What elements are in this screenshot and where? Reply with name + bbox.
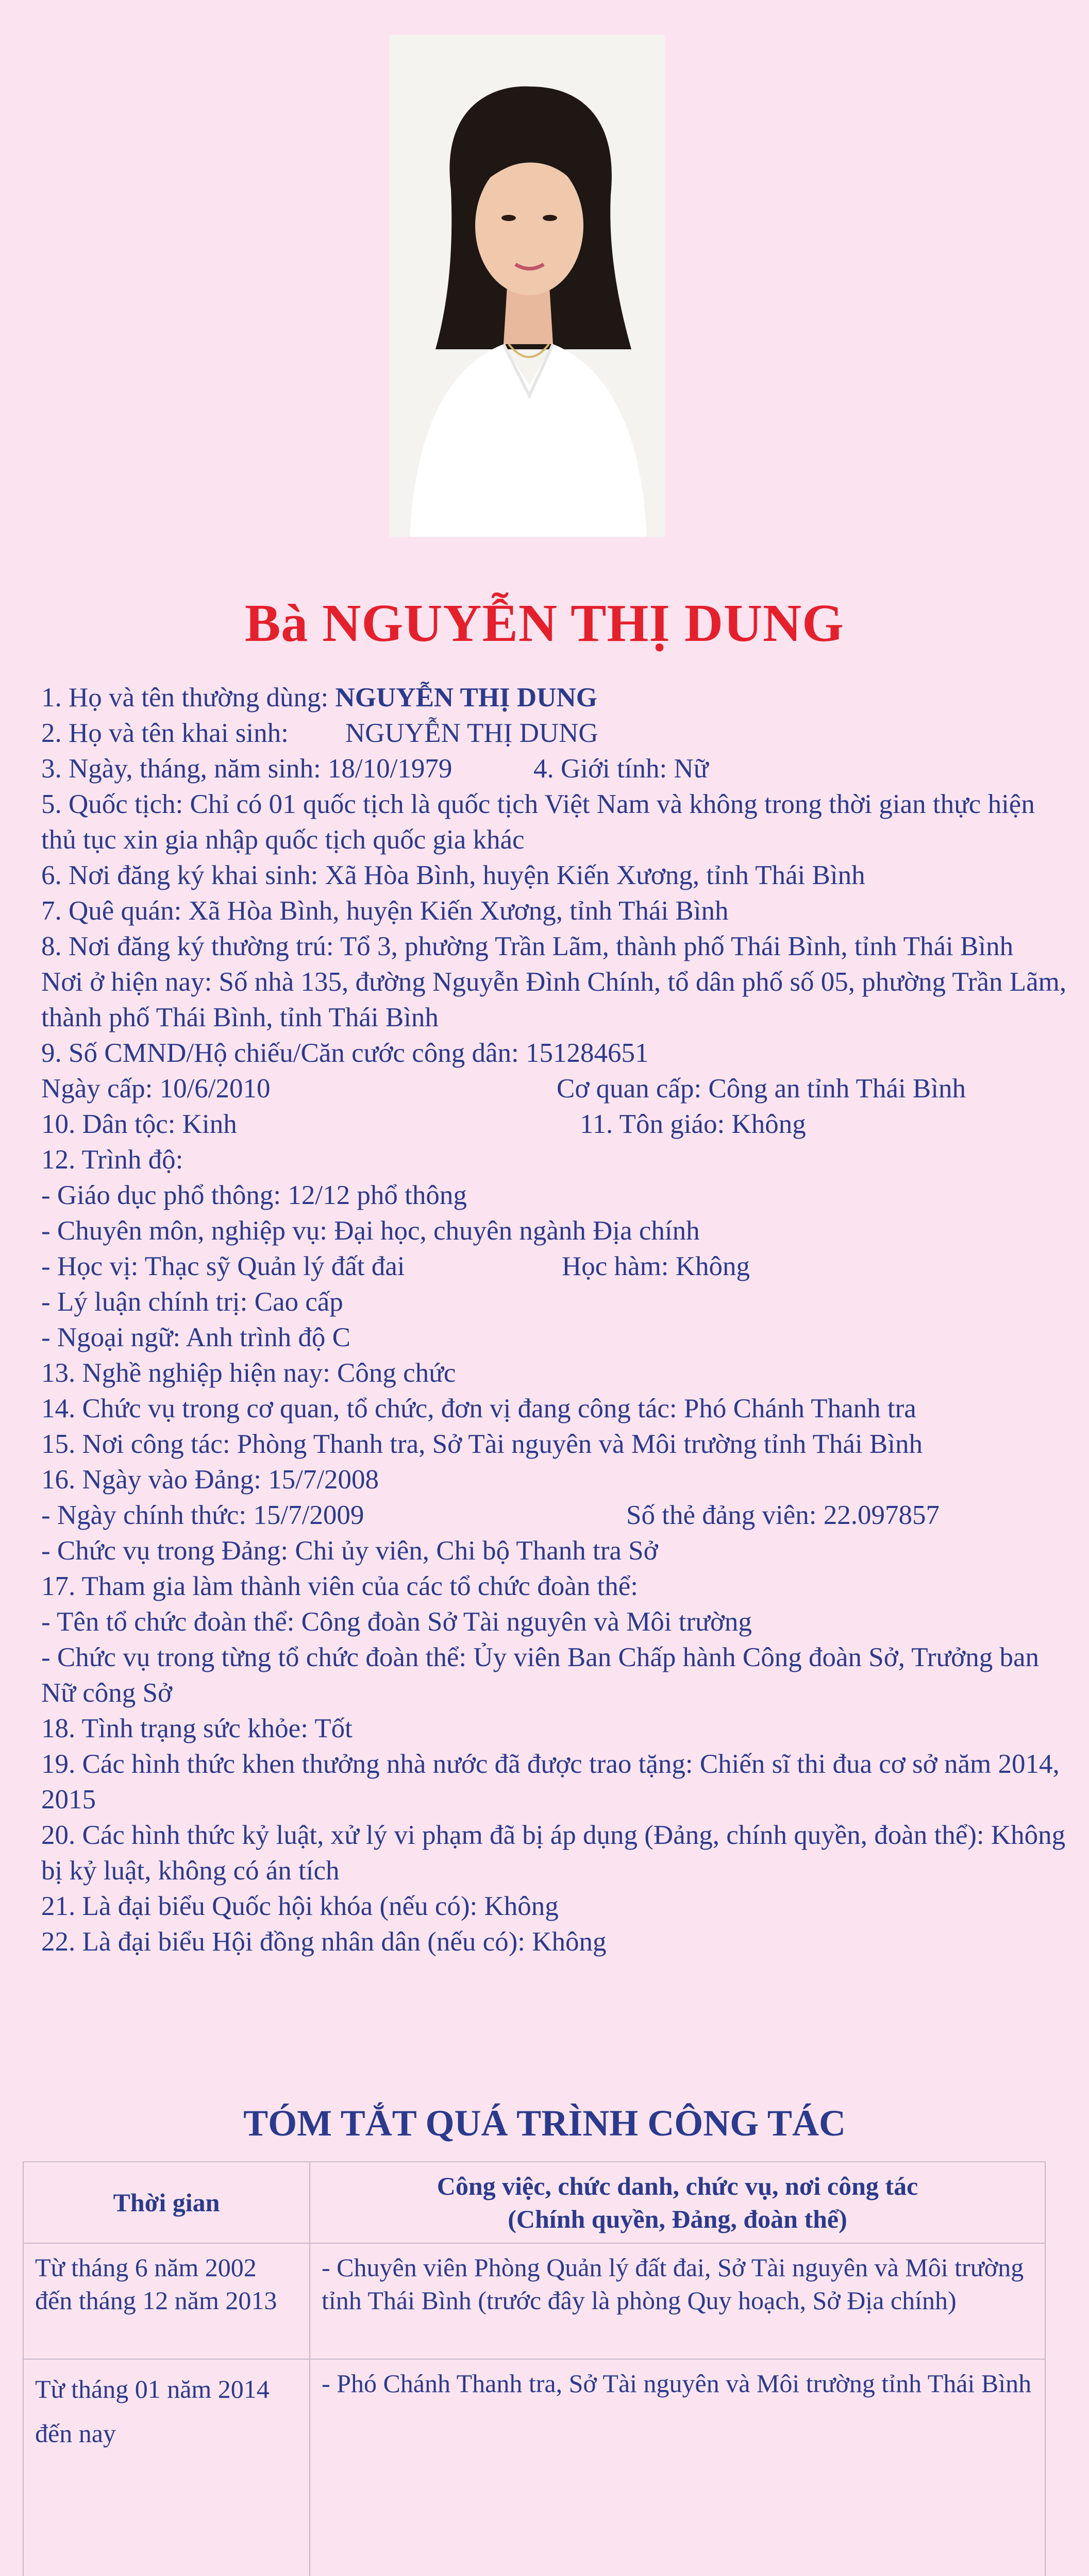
info-line-16: 16. Ngày vào Đảng: 15/7/2008 <box>41 1465 379 1495</box>
row-time: Từ tháng 01 năm 2014 đến nay <box>23 2359 310 2576</box>
table-row <box>23 2359 1045 2576</box>
header-description <box>310 2162 1045 2243</box>
info-line-16a <box>41 1498 1072 1533</box>
work-history-table <box>23 2161 1046 2576</box>
header-desc-line2: (Chính quyền, Đảng, đoàn thể) <box>508 2205 847 2233</box>
info-line-9: 9. Số CMND/Hộ chiếu/Căn cước công dân: 151284651 <box>41 1038 649 1068</box>
table-header-row <box>23 2162 1045 2243</box>
info-line-3 <box>41 751 1072 787</box>
info-line-12e: - Ngoại ngữ: Anh trình độ C <box>41 1323 350 1352</box>
religion: 11. Tôn giáo: Không <box>580 1109 806 1139</box>
person-title: Bà NGUYỄN THỊ DUNG <box>244 594 845 653</box>
info-label: 2. Họ và tên khai sinh: <box>41 718 289 748</box>
info-line-17b: - Chức vụ trong từng tổ chức đoàn thể: Ủy viên Ban Chấp hành Công đoàn Sở, Trưởng ban Nữ công Sở <box>41 1642 1039 1708</box>
info-line-17a: - Tên tổ chức đoàn thể: Công đoàn Sở Tài nguyên và Môi trường <box>41 1607 752 1637</box>
degree: - Học vị: Thạc sỹ Quản lý đất đai <box>41 1251 405 1281</box>
info-line-10 <box>41 1107 1072 1142</box>
info-line-12a: - Giáo dục phổ thông: 12/12 phổ thông <box>41 1180 467 1210</box>
info-line-12: 12. Trình độ: <box>41 1145 183 1175</box>
info-line-19: 19. Các hình thức khen thưởng nhà nước đã được trao tặng: Chiến sĩ thi đua cơ sở năm 2014, 2015 <box>41 1749 1060 1815</box>
info-line-15: 15. Nơi công tác: Phòng Thanh tra, Sở Tài nguyên và Môi trường tỉnh Thái Bình <box>41 1429 923 1459</box>
ethnicity: 10. Dân tộc: Kinh <box>41 1109 237 1139</box>
info-line-13: 13. Nghề nghiệp hiện nay: Công chức <box>41 1358 456 1388</box>
info-label: 1. Họ và tên thường dùng: <box>41 683 336 713</box>
info-line-20: 20. Các hình thức kỷ luật, xử lý vi phạm đã bị áp dụng (Đảng, chính quyền, đoàn thể): Không bị kỷ luật, không có án tích <box>41 1820 1066 1886</box>
portrait-illustration <box>389 35 665 537</box>
info-line-12b: - Chuyên môn, nghiệp vụ: Đại học, chuyên ngành Địa chính <box>41 1216 700 1246</box>
info-line-5: 5. Quốc tịch: Chỉ có 01 quốc tịch là quốc tịch Việt Nam và không trong thời gian thực hiện thủ tục xin gia nhập quốc tịch quốc gia khác <box>41 789 1035 855</box>
portrait-photo <box>389 35 665 537</box>
info-line-1 <box>41 680 1072 716</box>
gender: 4. Giới tính: Nữ <box>533 754 709 784</box>
info-line-9a <box>41 1071 1072 1107</box>
info-line-14: 14. Chức vụ trong cơ quan, tổ chức, đơn vị đang công tác: Phó Chánh Thanh tra <box>41 1394 916 1423</box>
id-issuer: Cơ quan cấp: Công an tỉnh Thái Bình <box>557 1074 966 1104</box>
official-date: - Ngày chính thức: 15/7/2009 <box>41 1500 364 1530</box>
id-issue-date: Ngày cấp: 10/6/2010 <box>41 1074 271 1104</box>
party-card-number: Số thẻ đảng viên: 22.097857 <box>626 1500 940 1530</box>
row-time: Từ tháng 6 năm 2002 đến tháng 12 năm 2013 <box>23 2243 310 2359</box>
info-line-17: 17. Tham gia làm thành viên của các tổ chức đoàn thể: <box>41 1571 639 1601</box>
birth-date: 3. Ngày, tháng, năm sinh: 18/10/1979 <box>41 754 453 784</box>
info-line-12d: - Lý luận chính trị: Cao cấp <box>41 1287 343 1317</box>
header-desc-line1: Công việc, chức danh, chức vụ, nơi công tác <box>437 2172 918 2200</box>
info-line-16c: - Chức vụ trong Đảng: Chi ủy viên, Chi bộ Thanh tra Sở <box>41 1536 658 1566</box>
info-line-21: 21. Là đại biểu Quốc hội khóa (nếu có): Không <box>41 1891 559 1921</box>
info-line-22: 22. Là đại biểu Hội đồng nhân dân (nếu có): Không <box>41 1927 607 1957</box>
common-name: NGUYỄN THỊ DUNG <box>335 683 597 713</box>
info-line-18: 18. Tình trạng sức khỏe: Tốt <box>41 1714 353 1743</box>
row-description: - Chuyên viên Phòng Quản lý đất đai, Sở Tài nguyên và Môi trường tỉnh Thái Bình (trước đây là phòng Quy hoạch, Sở Địa chính) <box>310 2243 1045 2359</box>
header-time: Thời gian <box>23 2162 310 2243</box>
info-line-8: 8. Nơi đăng ký thường trú: Tổ 3, phường Trần Lãm, thành phố Thái Bình, tỉnh Thái Bình <box>41 931 1014 961</box>
info-line-12c <box>41 1249 1072 1284</box>
info-line-7: 7. Quê quán: Xã Hòa Bình, huyện Kiến Xương, tỉnh Thái Bình <box>41 896 729 926</box>
info-line-2 <box>41 716 1072 751</box>
work-history-title: TÓM TẮT QUÁ TRÌNH CÔNG TÁC <box>243 2103 846 2144</box>
personal-info <box>41 680 1072 1960</box>
info-line-8b: Nơi ở hiện nay: Số nhà 135, đường Nguyễn Đình Chính, tổ dân phố số 05, phường Trần Lãm, thành phố Thái Bình, tỉnh Thái Bình <box>41 967 1067 1032</box>
academic-title: Học hàm: Không <box>562 1251 750 1281</box>
table-row <box>23 2243 1045 2359</box>
info-line-6: 6. Nơi đăng ký khai sinh: Xã Hòa Bình, huyện Kiến Xương, tỉnh Thái Bình <box>41 860 865 890</box>
birth-name: NGUYỄN THỊ DUNG <box>345 718 598 748</box>
row-description: - Phó Chánh Thanh tra, Sở Tài nguyên và Môi trường tỉnh Thái Bình <box>310 2359 1045 2576</box>
